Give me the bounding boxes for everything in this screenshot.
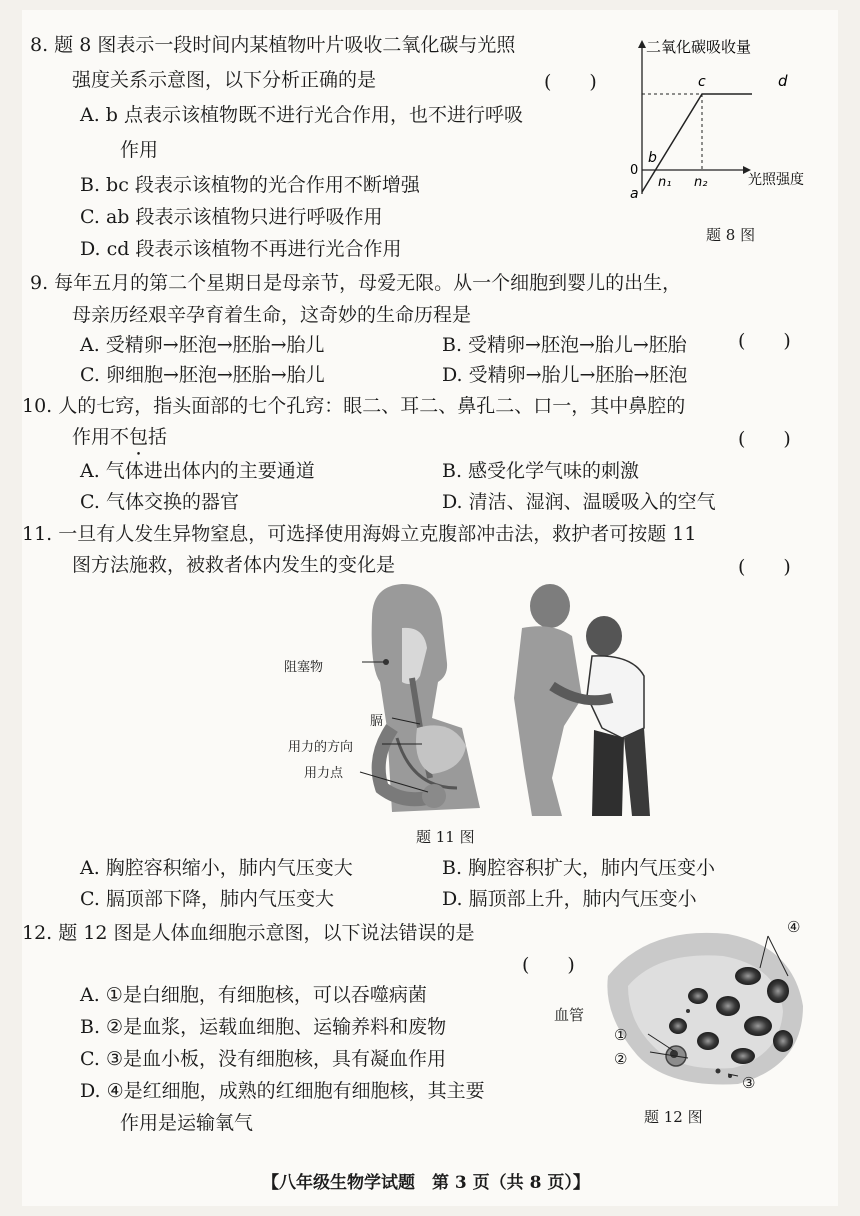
q9-option-d: D. 受精卵→胎儿→胚胎→胚泡 xyxy=(442,364,688,386)
q11-option-b: B. 胸腔容积扩大，肺内气压变小 xyxy=(442,857,716,879)
q8-fig-n1: n₁ xyxy=(658,175,672,190)
exam-page xyxy=(22,10,838,1206)
q8-option-a-line2: 作用 xyxy=(120,139,159,161)
q10-option-a: A. 气体进出体内的主要通道 xyxy=(80,460,315,482)
q10-option-b: B. 感受化学气味的刺激 xyxy=(442,460,640,482)
q8-fig-point-d: d xyxy=(778,72,788,90)
q8-fig-point-c: c xyxy=(698,74,706,90)
q8-y-arrow xyxy=(638,40,646,48)
q11-anatomy-illustration xyxy=(372,584,480,812)
q9-option-a: A. 受精卵→胚泡→胚胎→胎儿 xyxy=(80,334,325,356)
q9-answer-paren: ( ) xyxy=(738,330,791,352)
q12-figure xyxy=(588,916,818,1096)
q8-fig-point-b: b xyxy=(648,150,657,166)
q10-stem-line2 xyxy=(72,424,167,450)
page-footer: 【八年级生物学试题 第 3 页（共 8 页）】 xyxy=(262,1173,590,1193)
q12-label-1: ① xyxy=(614,1026,628,1044)
q8-stem-line2: 强度关系示意图，以下分析正确的是 xyxy=(72,69,377,91)
q12-label-2: ② xyxy=(614,1050,628,1068)
q11-figure xyxy=(252,578,792,820)
q12-option-b: B. ②是血浆，运载血细胞、运输养料和废物 xyxy=(80,1016,447,1038)
q8-fig-point-a: a xyxy=(630,186,639,202)
q11-label-foreign: 阻塞物 xyxy=(284,660,324,675)
q8-option-d: D. cd 段表示该植物不再进行光合作用 xyxy=(80,238,402,260)
q8-fig-ylabel: 二氧化碳吸收量 xyxy=(646,38,752,56)
q8-fig-origin: 0 xyxy=(630,163,639,178)
q12-label-3: ③ xyxy=(742,1074,756,1092)
q11-option-c: C. 膈顶部下降，肺内气压变大 xyxy=(80,888,334,910)
q12-fig-caption: 题 12 图 xyxy=(644,1108,703,1126)
q11-option-d: D. 膈顶部上升，肺内气压变小 xyxy=(442,888,697,910)
q8-option-a-line1: A. b 点表示该植物既不进行光合作用，也不进行呼吸 xyxy=(80,104,524,126)
q8-option-c: C. ab 段表示该植物只进行呼吸作用 xyxy=(80,206,383,228)
q12-option-a: A. ①是白细胞，有细胞核，可以吞噬病菌 xyxy=(80,984,427,1006)
q11-label-direction: 用力的方向 xyxy=(288,740,354,755)
q8-fig-xlabel: 光照强度 xyxy=(748,172,804,188)
q9-stem-line1: 9. 每年五月的第二个星期日是母亲节，母爱无限。从一个细胞到婴儿的出生， xyxy=(30,272,682,294)
q8-option-b: B. bc 段表示该植物的光合作用不断增强 xyxy=(80,174,420,196)
q12-label-vessel: 血管 xyxy=(554,1006,585,1024)
q8-answer-paren: ( ) xyxy=(544,71,597,93)
q12-white-blood-cell-nucleus xyxy=(670,1050,678,1058)
q9-option-c: C. 卵细胞→胚泡→胚胎→胎儿 xyxy=(80,364,325,386)
q10-emphasis-not-include: 不包括 xyxy=(110,426,168,448)
q10-option-d: D. 清洁、湿润、温暖吸入的空气 xyxy=(442,491,716,513)
q12-option-d-line2: 作用是运输氧气 xyxy=(120,1112,254,1134)
q12-option-c: C. ③是血小板，没有细胞核，具有凝血作用 xyxy=(80,1048,446,1070)
q10-stem-line1: 10. 人的七窍，指头面部的七个孔窍：眼二、耳二、鼻孔二、口一，其中鼻腔的 xyxy=(22,395,686,417)
q11-rescue-illustration xyxy=(514,584,650,816)
q11-stem-line1: 11. 一旦有人发生异物窒息，可选择使用海姆立克腹部冲击法，救护者可按题 11 xyxy=(22,523,697,545)
q12-option-d-line1: D. ④是红细胞，成熟的红细胞有细胞核，其主要 xyxy=(80,1080,485,1102)
q8-fig-n2: n₂ xyxy=(694,175,708,190)
q8-figure xyxy=(612,34,812,224)
q11-label-diaphragm: 膈 xyxy=(370,714,384,729)
q10-option-c: C. 气体交换的器官 xyxy=(80,491,239,513)
q11-stem-line2: 图方法施救，被救者体内发生的变化是 xyxy=(72,554,396,576)
q10-answer-paren: ( ) xyxy=(738,428,791,450)
q8-stem-line1: 8. 题 8 图表示一段时间内某植物叶片吸收二氧化碳与光照 xyxy=(30,34,516,56)
q10-stem-line2-prefix: 作用 xyxy=(72,426,111,448)
q12-stem: 12. 题 12 图是人体血细胞示意图，以下说法错误的是 xyxy=(22,922,475,944)
q11-label-point: 用力点 xyxy=(304,766,344,781)
q9-stem-line2: 母亲历经艰辛孕育着生命，这奇妙的生命历程是 xyxy=(72,304,472,326)
q11-answer-paren: ( ) xyxy=(738,556,791,578)
q12-answer-paren: ( ) xyxy=(522,954,575,976)
q12-label-4: ④ xyxy=(787,918,801,936)
q9-option-b: B. 受精卵→胚泡→胎儿→胚胎 xyxy=(442,334,687,356)
q8-fig-caption: 题 8 图 xyxy=(706,226,756,244)
q11-fig-caption: 题 11 图 xyxy=(416,828,475,846)
q11-option-a: A. 胸腔容积缩小，肺内气压变大 xyxy=(80,857,353,879)
